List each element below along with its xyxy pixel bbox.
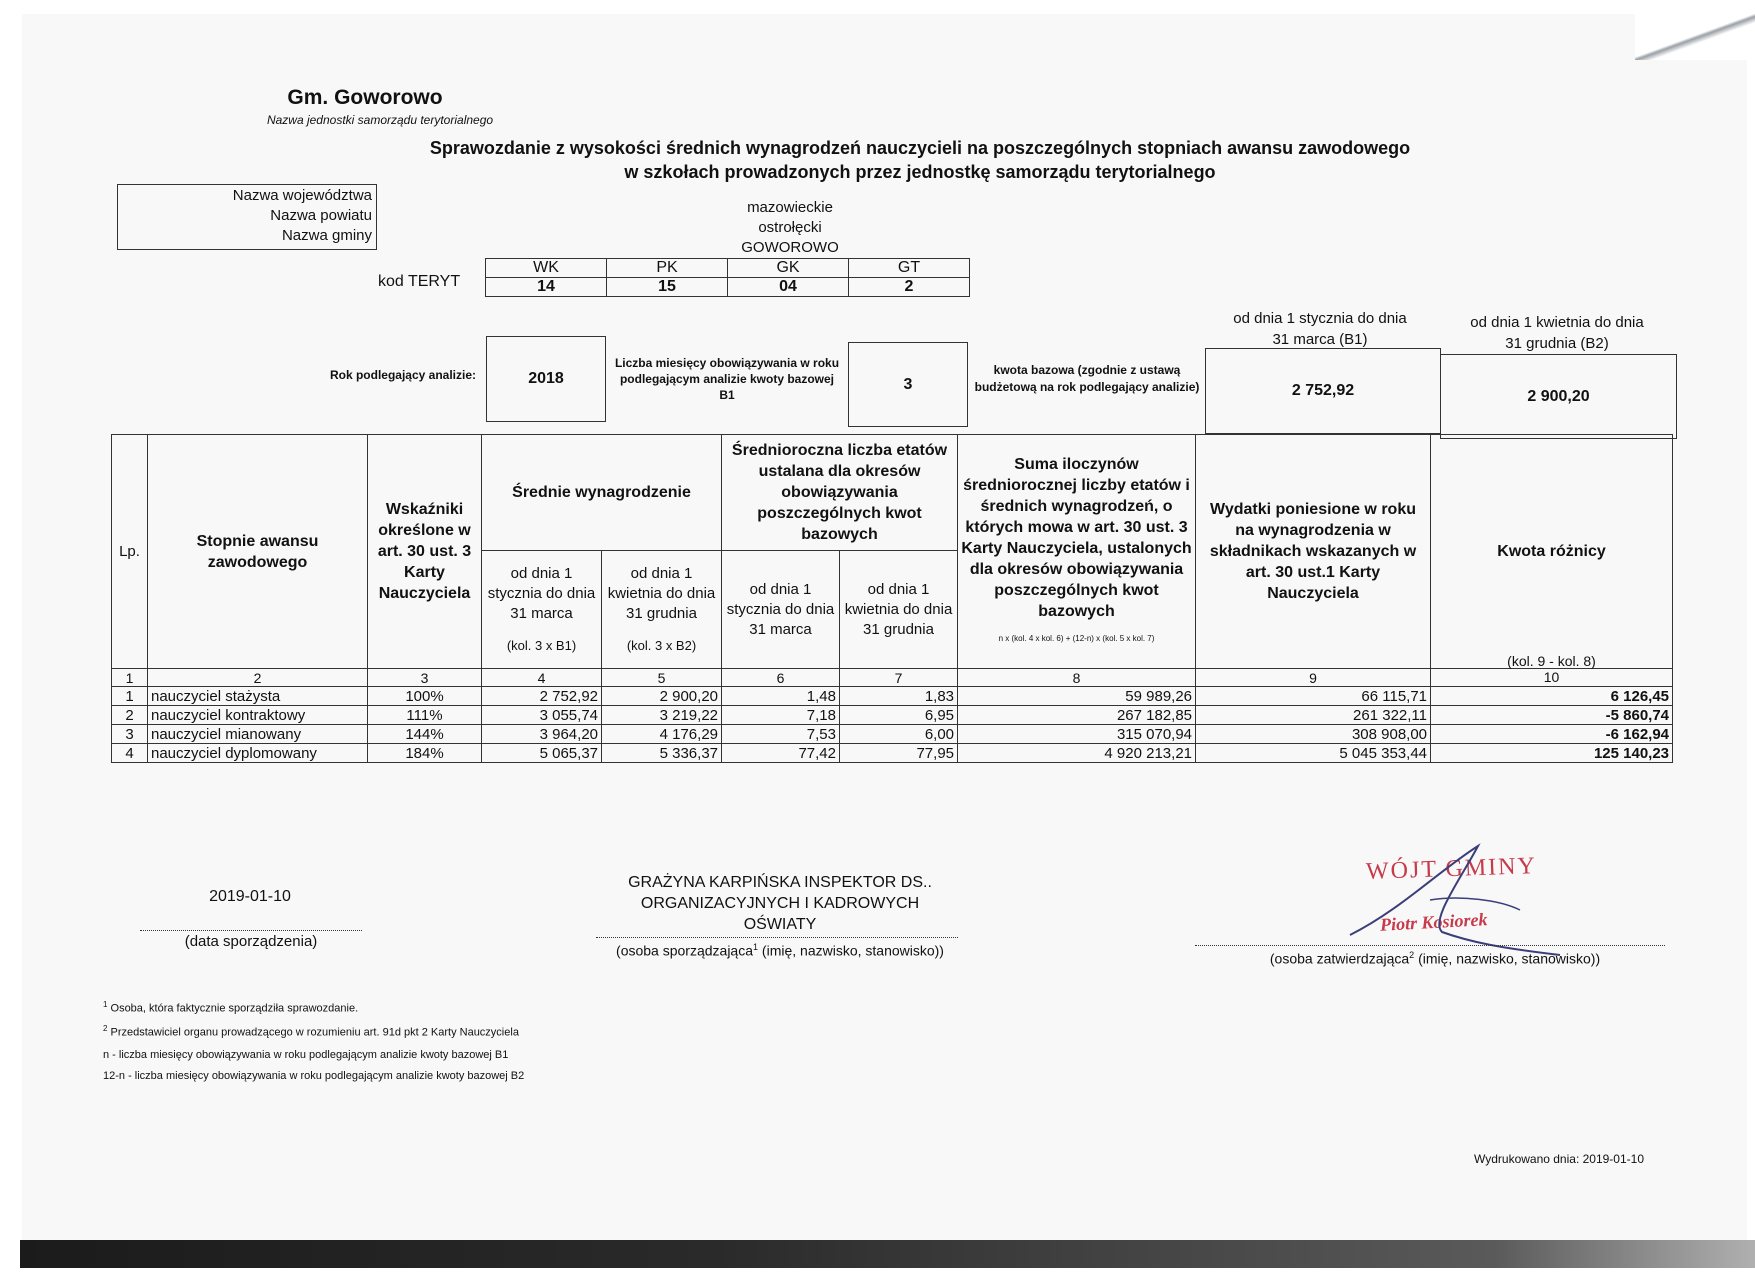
voivodeship-label: Nazwa województwa (232, 187, 372, 204)
col-number: 8 (958, 669, 1196, 687)
row-suma: 267 182,85 (958, 706, 1196, 725)
approver-caption-pre: (osoba zatwierdzająca (1269, 950, 1410, 967)
teryt-table (485, 258, 970, 297)
teryt-value-pk: 15 (607, 278, 728, 297)
voivodeship-value: mazowieckie (747, 199, 833, 216)
row-wskaznik: 111% (368, 706, 482, 725)
district-value: ostrołęcki (758, 219, 822, 236)
row-roznica: -6 162,94 (1431, 725, 1673, 744)
header-suma-note: n x (kol. 4 x kol. 6) + (12-n) x (kol. 5 x kol. 7) (998, 634, 1155, 643)
row-b2: 2 900,20 (602, 687, 722, 706)
location-labels-box (117, 184, 377, 250)
table-row (112, 725, 1673, 744)
unit-name: Gm. Goworowo (287, 86, 443, 109)
row-roznica: 6 126,45 (1431, 687, 1673, 706)
row-suma: 4 920 213,21 (958, 744, 1196, 763)
col-number: 2 (148, 669, 368, 687)
commune-value: GOWOROWO (741, 239, 839, 256)
header-srednie-b2-note: (kol. 3 x B2) (626, 637, 697, 653)
months-label: Liczba miesięcy obowiązywania w roku podlegającym analizie kwoty bazowej B1 (614, 356, 840, 402)
header-etaty-b1: od dnia 1 stycznia do dnia 31 marca (722, 551, 840, 669)
table-row (112, 744, 1673, 763)
col-number-10 (1431, 652, 1673, 687)
row-e1: 77,42 (722, 744, 840, 763)
table-row (112, 687, 1673, 706)
header-srednie-b1-note: (kol. 3 x B1) (506, 637, 577, 653)
row-b2: 4 176,29 (602, 725, 722, 744)
footnote-2 (103, 1024, 519, 1039)
stamp-name: Piotr Kosiorek (1379, 909, 1488, 935)
col-number: 9 (1196, 669, 1431, 687)
header-stopnie: Stopnie awansu zawodowego (148, 435, 368, 669)
row-b2: 3 219,22 (602, 706, 722, 725)
row-lp: 4 (112, 744, 148, 763)
district-label: Nazwa powiatu (270, 207, 372, 224)
approver-caption-post: (imię, nazwisko, stanowisko)) (1414, 950, 1601, 967)
scan-corner (1635, 0, 1755, 60)
row-e2: 6,00 (840, 725, 958, 744)
teryt-label: kod TERYT (378, 273, 461, 290)
row-wydatki: 261 322,11 (1196, 706, 1431, 725)
teryt-value-gk: 04 (728, 278, 849, 297)
handwritten-signature (1310, 840, 1570, 960)
footnote-2-text: Przedstawiciel organu prowadzącego w rozumieniu art. 91d pkt 2 Karty Nauczyciela (107, 1026, 519, 1039)
preparer-signature-line (596, 937, 958, 938)
commune-label: Nazwa gminy (281, 227, 372, 244)
col-number: 1 (112, 669, 148, 687)
preparer-caption-sup: 1 (753, 942, 759, 952)
row-e2: 6,95 (840, 706, 958, 725)
footnote-12-n: 12-n - liczba miesięcy obowiązywania w roku podlegającym analizie kwoty bazowej B2 (103, 1070, 525, 1082)
row-b1: 3 055,74 (482, 706, 602, 725)
row-wskaznik: 184% (368, 744, 482, 763)
row-e1: 7,18 (722, 706, 840, 725)
footnote-1 (103, 1000, 358, 1015)
col-number: 7 (840, 669, 958, 687)
row-e1: 7,53 (722, 725, 840, 744)
date-signature-line (140, 930, 362, 931)
footnote-1-sup: 1 (103, 1000, 108, 1009)
header-srednie-b2-text: od dnia 1 kwietnia do dnia 31 grudnia (607, 564, 716, 622)
row-b1: 3 964,20 (482, 725, 602, 744)
footnote-1-text: Osoba, która faktycznie sporządziła sprawozdanie. (107, 1002, 359, 1015)
row-stopien: nauczyciel kontraktowy (148, 706, 368, 725)
report-date: 2019-01-10 (209, 888, 291, 905)
preparer-caption-pre: (osoba sporządzająca (616, 942, 754, 959)
base-amount-label: kwota bazowa (zgodnie z ustawą budżetową na rok podlegający analizie) (974, 363, 1200, 394)
row-wydatki: 308 908,00 (1196, 725, 1431, 744)
report-title-line1: Sprawozdanie z wysokości średnich wynagrodzeń nauczycieli na poszczególnych stopniach awansu zawodowego (429, 138, 1411, 158)
row-e2: 77,95 (840, 744, 958, 763)
header-srednie-b1-text: od dnia 1 stycznia do dnia 31 marca (487, 564, 596, 622)
approver-signature-line (1195, 945, 1665, 946)
row-suma: 59 989,26 (958, 687, 1196, 706)
row-stopien: nauczyciel mianowany (148, 725, 368, 744)
header-wskazniki: Wskaźniki określone w art. 30 ust. 3 Karty Nauczyciela (368, 435, 482, 669)
footnote-2-sup: 2 (103, 1024, 108, 1033)
row-lp: 3 (112, 725, 148, 744)
col-number: 5 (602, 669, 722, 687)
preparer-caption (580, 942, 980, 959)
unit-caption: Nazwa jednostki samorządu terytorialnego (266, 113, 494, 127)
row-b1: 5 065,37 (482, 744, 602, 763)
col-number-10-label: 10 (1543, 668, 1560, 685)
row-stopien: nauczyciel dyplomowany (148, 744, 368, 763)
year-value-box: 2018 (486, 336, 606, 422)
row-lp: 1 (112, 687, 148, 706)
header-lp: Lp. (112, 435, 148, 669)
teryt-header-gt: GT (849, 259, 970, 278)
preparer-caption-post: (imię, nazwisko, stanowisko)) (758, 942, 944, 959)
b1-period-header: od dnia 1 stycznia do dnia 31 marca (B1) (1233, 310, 1407, 348)
b2-period-header: od dnia 1 kwietnia do dnia 31 grudnia (B2) (1470, 314, 1644, 352)
months-value-box: 3 (848, 342, 968, 427)
header-suma-text: Suma iloczynów średniorocznej liczby etatów i średnich wynagrodzeń, o których mowa w art. 30 ust. 3 Karty Nauczyciela, ustalonych dla okresów obowiązywania poszczególnych kwot bazowych (961, 456, 1192, 620)
preparer-line2: ORGANIZACYJNYCH I KADROWYCH (640, 895, 920, 912)
stamp-title: WÓJT GMINY (1365, 853, 1538, 885)
b1-base-amount: 2 752,92 (1205, 348, 1441, 434)
row-stopien: nauczyciel stażysta (148, 687, 368, 706)
footnote-n: n - liczba miesięcy obowiązywania w roku podlegającym analizie kwoty bazowej B1 (103, 1049, 509, 1061)
row-wskaznik: 144% (368, 725, 482, 744)
row-e1: 1,48 (722, 687, 840, 706)
table-row (112, 706, 1673, 725)
teryt-header-pk: PK (607, 259, 728, 278)
col-number: 3 (368, 669, 482, 687)
row-suma: 315 070,94 (958, 725, 1196, 744)
row-lp: 2 (112, 706, 148, 725)
row-b1: 2 752,92 (482, 687, 602, 706)
row-b2: 5 336,37 (602, 744, 722, 763)
header-srednie: Średnie wynagrodzenie (482, 435, 722, 551)
row-e2: 1,83 (840, 687, 958, 706)
teryt-value-wk: 14 (486, 278, 607, 297)
preparer-line1: GRAŻYNA KARPIŃSKA INSPEKTOR DS.. (628, 874, 932, 891)
salary-table (111, 434, 1673, 763)
row-wskaznik: 100% (368, 687, 482, 706)
header-etaty-b2: od dnia 1 kwietnia do dnia 31 grudnia (840, 551, 958, 669)
date-caption: (data sporządzenia) (184, 933, 318, 950)
header-srednie-b2 (602, 551, 722, 669)
row-wydatki: 66 115,71 (1196, 687, 1431, 706)
header-etaty: Średnioroczna liczba etatów ustalana dla okresów obowiązywania poszczególnych kwot bazowych (722, 435, 958, 551)
teryt-header-wk: WK (486, 259, 607, 278)
row-roznica: 125 140,23 (1431, 744, 1673, 763)
col-number: 6 (722, 669, 840, 687)
header-roznica-note: (kol. 9 - kol. 8) (1507, 652, 1596, 669)
approver-caption-sup: 2 (1409, 950, 1415, 960)
b2-base-amount: 2 900,20 (1440, 354, 1677, 439)
row-roznica: -5 860,74 (1431, 706, 1673, 725)
report-title-line2: w szkołach prowadzonych przez jednostkę samorządu terytorialnego (624, 162, 1216, 182)
col-number: 4 (482, 669, 602, 687)
preparer-line3: OŚWIATY (743, 916, 817, 933)
header-wydatki: Wydatki poniesione w roku na wynagrodzenia w składnikach wskazanych w art. 30 ust.1 Karty Nauczyciela (1196, 435, 1431, 669)
header-roznica: Kwota różnicy (1431, 435, 1673, 669)
year-label: Rok podlegający analizie: (329, 368, 476, 382)
scan-edge (20, 1240, 1755, 1268)
header-srednie-b1 (482, 551, 602, 669)
row-wydatki: 5 045 353,44 (1196, 744, 1431, 763)
approver-caption (1230, 950, 1640, 967)
printed-date: Wydrukowano dnia: 2019-01-10 (1474, 1152, 1644, 1166)
teryt-header-gk: GK (728, 259, 849, 278)
teryt-value-gt: 2 (849, 278, 970, 297)
header-suma (958, 435, 1196, 669)
